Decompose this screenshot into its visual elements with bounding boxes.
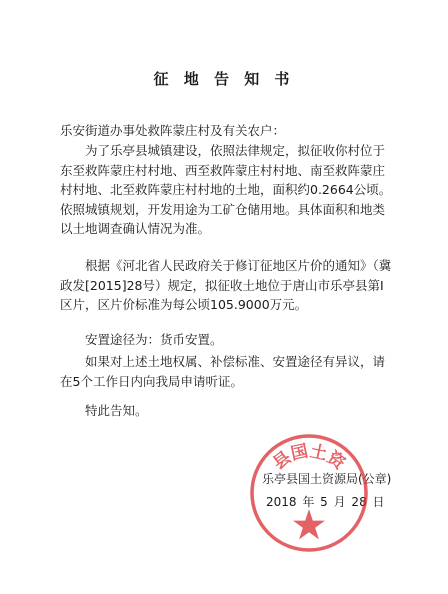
seal-text: 县国土资 — [269, 441, 349, 474]
issuer-signature: 乐亭县国土资源局(公章) — [262, 472, 392, 486]
seal-star-icon — [293, 509, 325, 539]
paragraph-closing: 特此告知。 — [85, 403, 148, 418]
paragraph-hearing: 如果对上述土地权属、补偿标准、安置途径有异议，请在5个工作日内向我局申请听证。 — [60, 354, 386, 389]
paragraph-resettlement: 安置途径为：货币安置。 — [85, 332, 223, 347]
addressee: 乐安街道办事处救阵蒙庄村及有关农户： — [60, 123, 286, 138]
notice-title: 征 地 告 知 书 — [153, 70, 295, 88]
paragraph-land-requisition: 为了乐亭县城镇建设，依照法律规定，拟征收你村位于东至救阵蒙庄村村地、西至救阵蒙庄村村地、南至救阵蒙庄村村地、北至救阵蒙庄村村地的土地，面积约0.2664公顷。依照城镇规划，开发用途为工矿仓储用地。具体面积和地类以土地调查确认情况为准。 — [60, 143, 392, 236]
issue-date: 2018 年 5 月 28 日 — [266, 495, 385, 509]
paragraph-compensation-standard: 根据《河北省人民政府关于修订征地区片价的通知》（冀政发[2015]28号）规定，拟征收土地位于唐山市乐亭县第I区片，区片价标准为每公顷105.9000万元。 — [60, 258, 392, 312]
